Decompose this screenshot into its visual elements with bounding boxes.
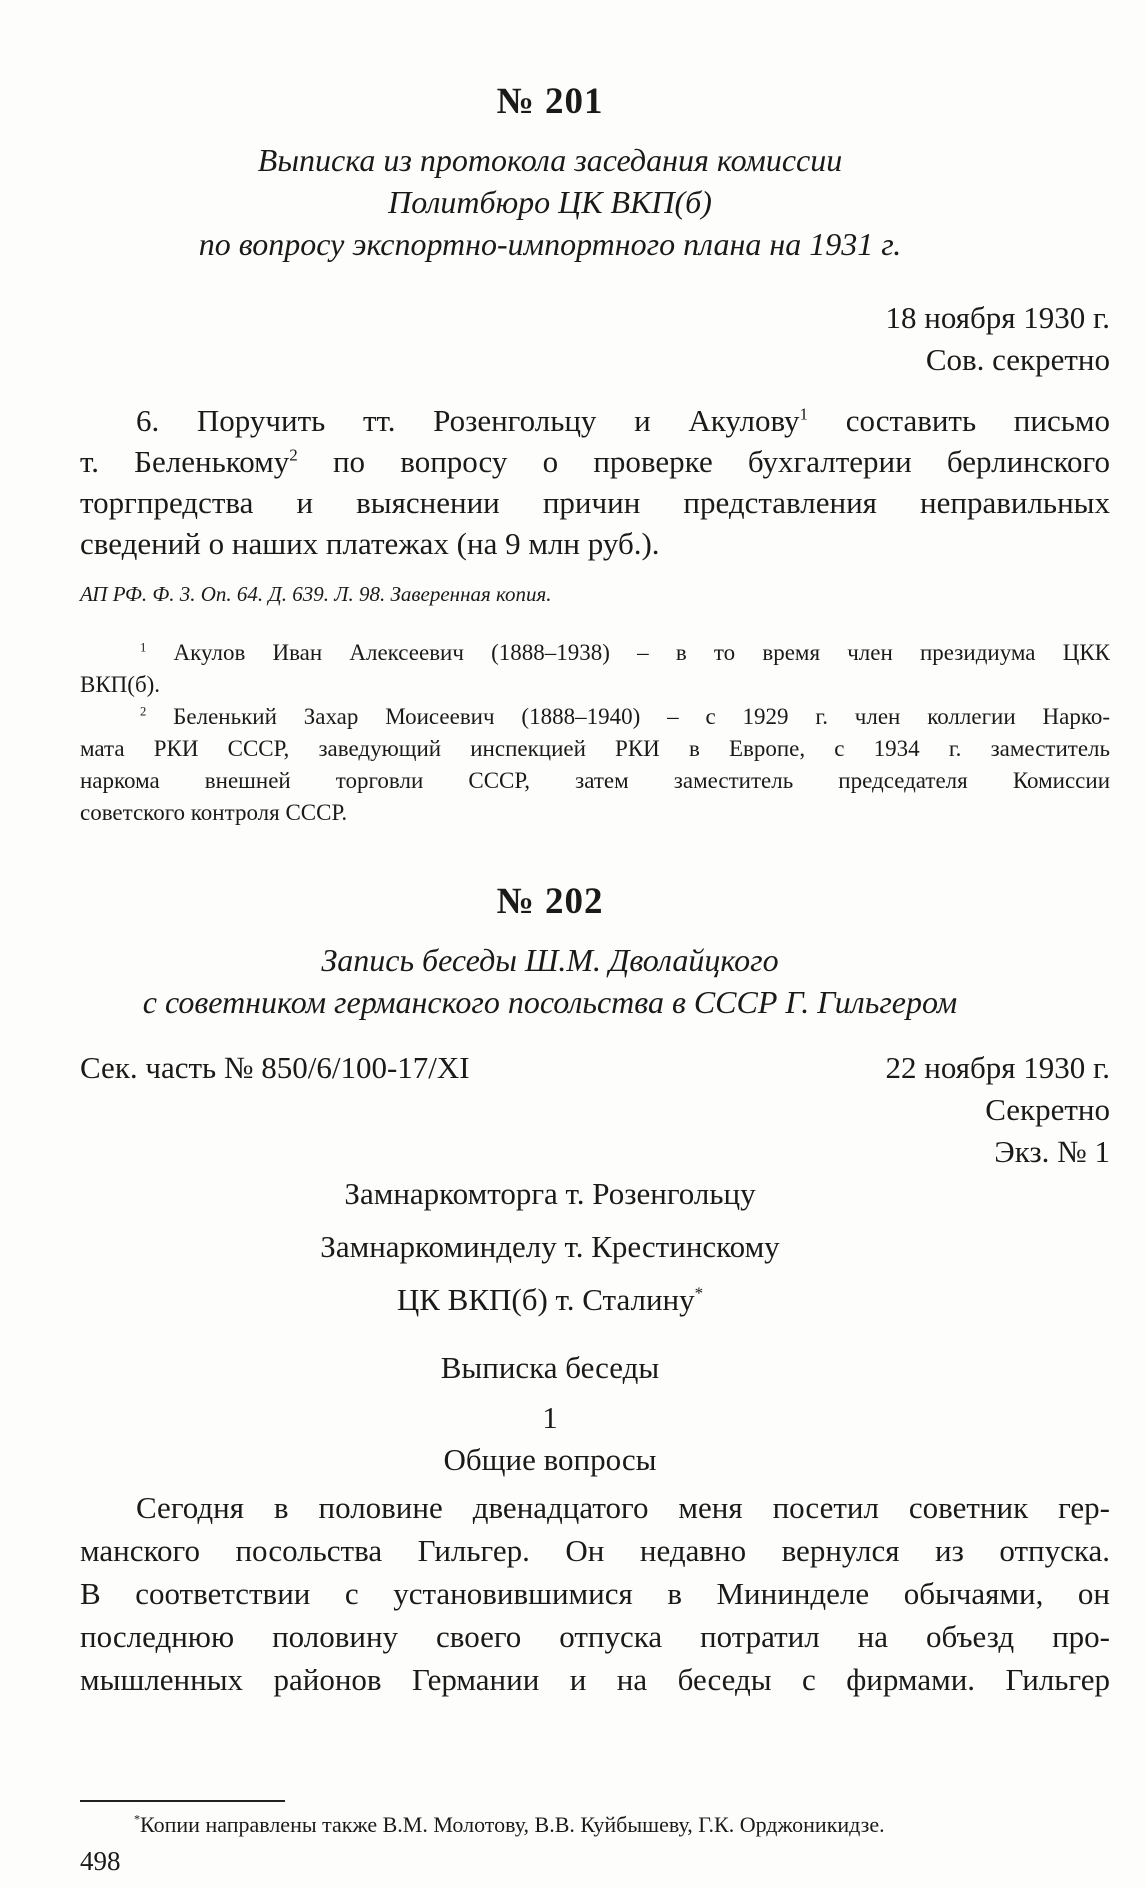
doc-201-body-line-2: т. Беленькому$^2$ по вопросу о проверке бухгалтерии берлинского: [80, 444, 1110, 479]
footnote-divider: [80, 1800, 285, 1802]
doc-202-body-line-5: мышленных районов Германии и на беседы с фирмами. Гильгер: [80, 1662, 1110, 1697]
doc-202-title-line-2: с советником германского посольства в СССР Г. Гильгером: [142, 984, 958, 1020]
doc-202-footnote: *Копии направлены также В.М. Молотову, В.В. Куйбышеву, Г.К. Орджоникидзе.: [134, 1812, 885, 1837]
doc-202-date: 22 ноября 1930 г.: [885, 1050, 1110, 1085]
doc-202-body-line-3: В соответствии с установившимися в Мининделе обычаями, он: [80, 1576, 1110, 1611]
doc-201-footnote-2-line-2: мата РКИ СССР, заведующий инспекцией РКИ в Европе, с 1934 г. заместитель: [80, 736, 1110, 761]
doc-201-footnote-2-line-4: советского контроля СССР.: [80, 800, 348, 825]
doc-201-footnote-2-line-1: $^2$ Беленький Захар Моисеевич (1888–1940) – с 1929 г. член коллегии Нарко-: [140, 704, 1110, 729]
doc-201-footnote-1-line-2: ВКП(б).: [80, 672, 161, 697]
doc-201-title-line-3: по вопросу экспортно-импортного плана на 1931 г.: [198, 226, 902, 262]
doc-202-heading: Выписка беседы: [440, 1350, 660, 1385]
doc-201-body-line-4: сведений о наших платежах (на 9 млн руб.).: [80, 526, 660, 561]
doc-202-addressee-2: Замнаркоминделу т. Крестинскому: [320, 1229, 780, 1264]
doc-201-title-line-1: Выписка из протокола заседания комиссии: [257, 142, 843, 178]
doc-202-number: № 202: [496, 881, 604, 922]
page-number: 498: [80, 1846, 121, 1876]
doc-201-title-line-2: Политбюро ЦК ВКП(б): [388, 184, 712, 220]
doc-202-classification: Секретно: [985, 1092, 1110, 1127]
doc-202-addressee-3: ЦК ВКП(б) т. Сталину*: [396, 1282, 704, 1317]
doc-201-number: № 201: [496, 81, 604, 122]
doc-201-footnote-1-line-1: $^1$ Акулов Иван Алексеевич (1888–1938) – в то время член президиума ЦКК: [140, 640, 1110, 665]
doc-202-reference: Сек. часть № 850/6/100-17/XI: [80, 1050, 470, 1085]
doc-201-body-line-3: торгпредства и выяснении причин представления неправильных: [80, 485, 1110, 520]
doc-201-date: 18 ноября 1930 г.: [885, 300, 1110, 335]
doc-202-copy-number: Экз. № 1: [994, 1134, 1110, 1169]
doc-202-body-line-2: манского посольства Гильгер. Он недавно вернулся из отпуска.: [80, 1533, 1110, 1568]
doc-202-section-number: 1: [542, 1400, 558, 1435]
doc-201-footnote-2-line-3: наркома внешней торговли СССР, затем заместитель председателя Комиссии: [80, 768, 1110, 793]
doc-201-body-line-1: 6. Поручить тт. Розенгольцу и Акулову$^1$ составить письмо: [136, 403, 1110, 438]
doc-202-section-title: Общие вопросы: [443, 1442, 657, 1477]
doc-202-addressee-1: Замнаркомторга т. Розенгольцу: [344, 1176, 756, 1211]
doc-202-title-line-1: Запись беседы Ш.М. Дволайцкого: [321, 942, 779, 978]
doc-202-body-line-1: Сегодня в половине двенадцатого меня посетил советник гер-: [136, 1490, 1110, 1525]
doc-201-archive-source: АП РФ. Ф. 3. Оп. 64. Д. 639. Л. 98. Заверенная копия.: [80, 582, 552, 606]
doc-201-classification: Сов. секретно: [925, 342, 1110, 377]
doc-202-body-line-4: последнюю половину своего отпуска потратил на объезд про-: [80, 1619, 1110, 1654]
